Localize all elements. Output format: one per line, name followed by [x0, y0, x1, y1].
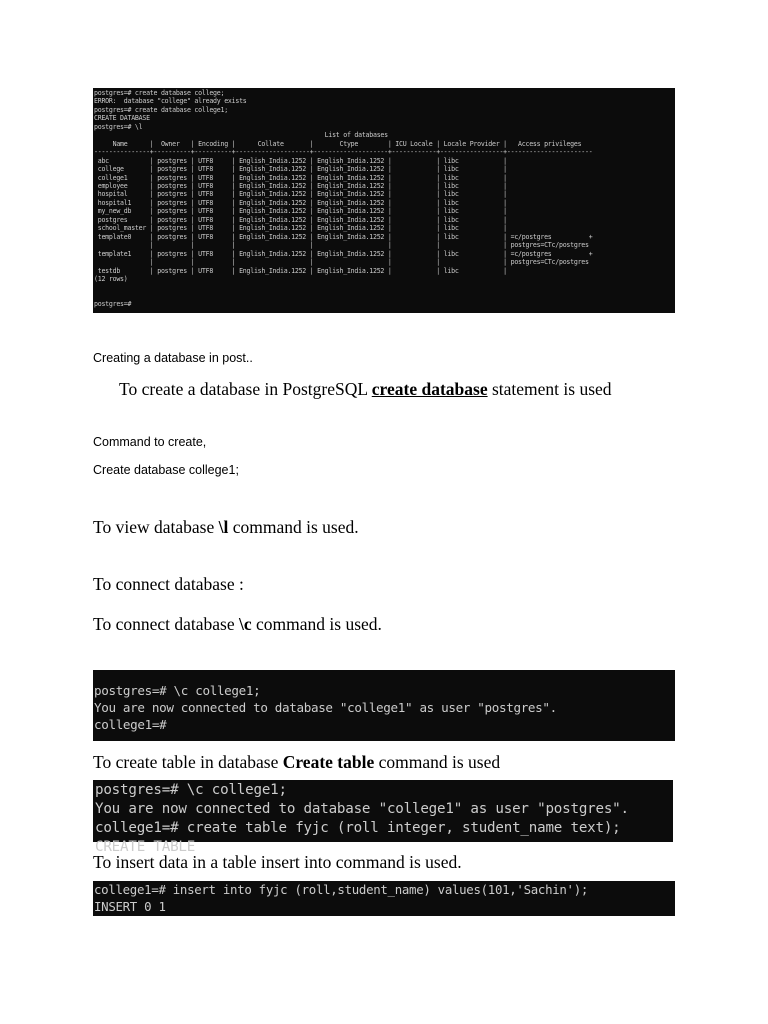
- terminal-output: college1=# insert into fyjc (roll,student_name) values(101,'Sachin'); INSERT 0 1: [94, 882, 589, 914]
- text: command is used: [374, 752, 501, 772]
- terminal-output: postgres=# create database college; ERROR: database "college" already exists postgres=# create database college1; CREATE DATABASE postgres=# \l List of databases Name | Owner | Encoding | Collate | Ctype | ICU Locale | Locale Provider | Access privileges ---------------+----------+----------+--------------------+--------------------+------------+-----------------+----------------------- abc | postgres | UTF8 | English_India.1252 | English_India.1252 | | libc | college | postgres | UTF8 | English_India.1252 | English_India.1252 | | libc | college1 | postgres | UTF8 | English_India.1252 | English_India.1252 | | libc | employee | postgres | UTF8 | English_India.1252 | English_India.1252 | | libc | hospital | postgres | UTF8 | English_India.1252 | English_India.1252 | | libc | hospital1 | postgres | UTF8 | English_India.1252 | English_India.1252 | | libc | my_new_db | postgres | UTF8 | English_India.1252 | English_India.1252 | | libc | postgres | postgres | UTF8 | English_India.1252 | English_India.1252 | | libc | school_master | postgres | UTF8 | English_India.1252 | English_India.1252 | | libc | template0 | postgres | UTF8 | English_India.1252 | English_India.1252 | | libc | =c/postgres + | | | | | | | postgres=CTc/postgres template1 | postgres | UTF8 | English_India.1252 | English_India.1252 | | libc | =c/postgres + | | | | | | | postgres=CTc/postgres testdb | postgres | UTF8 | English_India.1252 | English_India.1252 | | libc | (12 rows) postgres=#: [94, 89, 593, 309]
- text: statement is used: [487, 379, 612, 399]
- text: To connect database: [93, 614, 239, 634]
- paragraph-connect-database: [93, 614, 382, 635]
- emphasis-backslash-l: \l: [218, 517, 229, 537]
- paragraph-create-table: [93, 752, 500, 773]
- heading-connect-database: To connect database :: [93, 574, 244, 594]
- emphasis-create-database: create database: [371, 379, 488, 399]
- terminal-output: postgres=# \c college1; You are now connected to database "college1" as user "postgres". college1=# create table fyjc (roll integer, student_name text); CREATE TABLE: [95, 782, 629, 855]
- text: To create a database in PostgreSQL: [119, 379, 372, 399]
- text: To create table in database: [93, 752, 283, 772]
- emphasis-backslash-c: \c: [239, 614, 252, 634]
- terminal-list-databases: [93, 88, 675, 313]
- terminal-connect: [93, 670, 675, 741]
- command-example: Create database college1;: [93, 463, 239, 477]
- paragraph-create-database: [119, 379, 612, 400]
- terminal-insert: [93, 881, 675, 916]
- text: To view database: [93, 517, 219, 537]
- caption: Creating a database in post..: [93, 351, 253, 365]
- emphasis-create-table: Create table: [282, 752, 375, 772]
- text: command is used.: [228, 517, 359, 537]
- terminal-output: postgres=# \c college1; You are now connected to database "college1" as user "postgres". college1=#: [94, 683, 557, 732]
- command-label: Command to create,: [93, 435, 207, 449]
- terminal-create-table: [93, 780, 673, 855]
- text: command is used.: [251, 614, 382, 634]
- paragraph-view-database: [93, 517, 359, 538]
- paragraph-insert: To insert data in a table insert into command is used.: [93, 852, 462, 872]
